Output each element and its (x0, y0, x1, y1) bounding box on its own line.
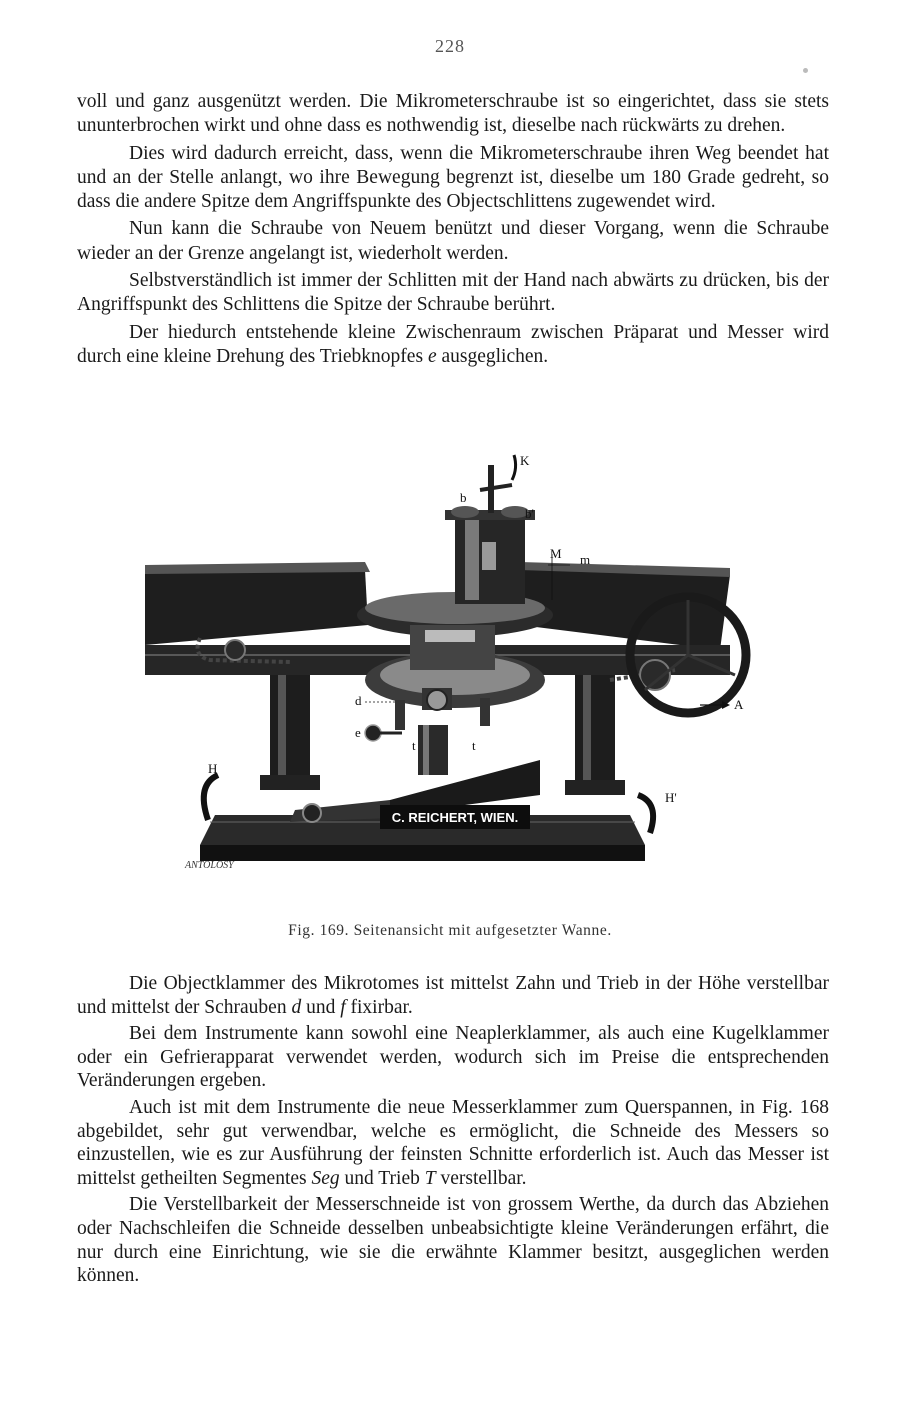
italic-symbol: Seg (311, 1167, 340, 1189)
paragraph-text: ausgeglichen. (436, 345, 549, 367)
paragraph-text: und Trieb (339, 1167, 425, 1189)
label-M: M (550, 546, 562, 561)
paragraph-text: verstellbar. (435, 1167, 527, 1189)
label-t-left: t (412, 738, 416, 753)
text-block-top (77, 90, 829, 369)
label-d: d (355, 693, 362, 708)
paragraph: Nun kann die Schraube von Neuem benützt und dieser Vorgang, wenn die Schraube wieder an der Grenze angelangt ist, wiederholt werden. (77, 218, 829, 264)
paragraph: Selbstverständlich ist immer der Schlitten mit der Hand nach abwärts zu drücken, bis der Angriffspunkt des Schlittens die Spitze der Schraube berührt. (77, 270, 829, 316)
paragraph: Die Verstellbarkeit der Messerschneide ist von grossem Werthe, da durch das Abziehen oder Nachschleifen die Schneide desselben unbeabsichtigte kleine Veränderungen erfährt, die nur durch eine Einrichtung, wie sie die erwähnte Klammer besitzt, ausgeglichen werden können. (77, 1194, 829, 1287)
label-K: K (520, 453, 530, 468)
paragraph-text: und (301, 996, 341, 1018)
page-number: 228 (435, 36, 465, 56)
italic-symbol: d (291, 996, 302, 1018)
paragraph-text: fixirbar. (345, 996, 413, 1018)
paragraph: Dies wird dadurch erreicht, dass, wenn die Mikrometerschraube ihren Weg beendet hat und an der Stelle anlangt, wo ihre Bewegung begrenzt ist, dieselbe um 180 Grade gedreht, so dass die andere Spitze dem Angriffspunkte des Objectschlittens zugewendet wird. (77, 142, 829, 213)
speck-mark (803, 68, 808, 73)
maker-plate: C. REICHERT, WIEN. (391, 810, 519, 825)
label-e: e (355, 725, 361, 740)
paragraph: voll und ganz ausgenützt werden. Die Mikrometerschraube ist so eingerichtet, dass sie stets ununterbrochen wirkt und ohne dass es nothwendig ist, dieselbe nach rückwärts zu drehen. (77, 91, 829, 137)
figure-caption: Fig. 169. Seitenansicht mit aufgesetzter Wanne. (288, 922, 612, 939)
label-H: H (208, 761, 218, 776)
paragraph (77, 321, 829, 370)
paragraph-text: Die Objectklammer des Mikrotomes ist mittelst Zahn und Trieb in der Höhe verstellbar und mittelst der Schrauben (77, 973, 829, 1018)
paragraph (77, 972, 829, 1019)
text-block-bottom (77, 972, 829, 1288)
label-b-prime: b' (525, 506, 534, 521)
italic-symbol: f (340, 996, 346, 1018)
italic-symbol: e (427, 345, 437, 367)
label-H-prime: H' (665, 790, 677, 805)
label-A: A (734, 697, 744, 712)
label-t-right: t (472, 738, 476, 753)
label-b: b (460, 490, 467, 505)
label-m: m (580, 552, 591, 567)
paragraph: Bei dem Instrumente kann sowohl eine Neaplerklammer, als auch eine Kugelklammer oder ein Gefrierapparat verwendet werden, wodurch sich im Preise die entsprechenden Veränderungen ergeben. (77, 1023, 829, 1092)
paragraph (77, 1096, 829, 1190)
paragraph-text: Der hiedurch entstehende kleine Zwischenraum zwischen Präparat und Messer wird durch eine kleine Drehung des Triebknopfes (77, 321, 829, 367)
microtome-illustration (140, 450, 760, 905)
engraver-signature: ANTOLOSY (185, 860, 234, 871)
italic-symbol: T (424, 1167, 436, 1189)
paragraph-text: Auch ist mit dem Instrumente die neue Messerklammer zum Querspannen, in Fig. 168 abgebildet, sehr gut verwendbar, welche es ermöglicht, die Schneide des Messers so einzustellen, wie es zur Ausführung der feinsten Schnitte erforderlich ist. Auch das Messer ist mittelst getheilten Segmentes (77, 1096, 829, 1189)
